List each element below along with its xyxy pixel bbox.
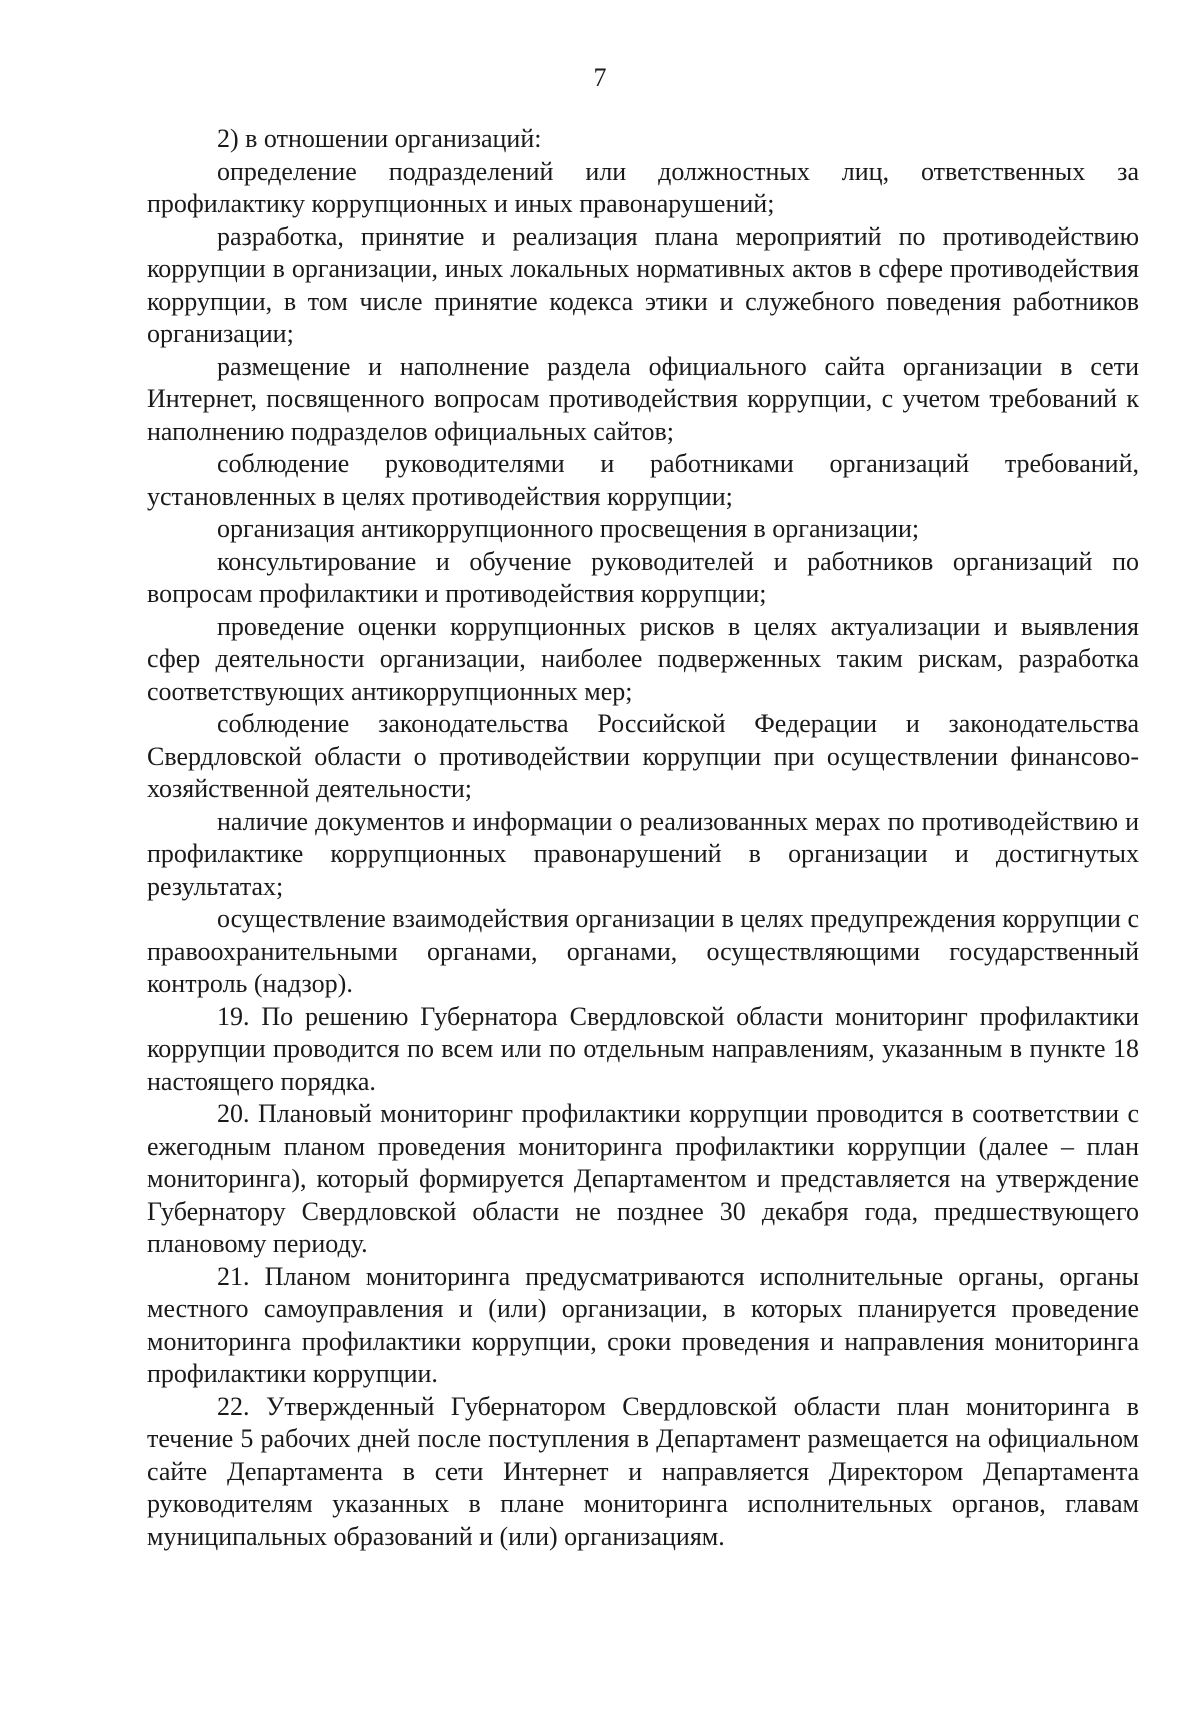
paragraph-item-21: 21. Планом мониторинга предусматриваются исполнительные органы, органы местного самоуправления и (или) организации, в которых планируется проведение мониторинга профилактики коррупции, сроки проведения и направления мониторинга профилактики коррупции. (147, 1261, 1139, 1388)
paragraph-action-plan: разработка, принятие и реализация плана мероприятий по противодействию коррупции в организации, иных локальных нормативных актов в сфере противодействия коррупции, в том числе принятие кодекса этики и служебного поведения работников организации; (147, 221, 1139, 348)
paragraph-website-section: размещение и наполнение раздела официального сайта организации в сети Интернет, посвященного вопросам противодействия коррупции, с учетом требований к наполнению подразделов официальных сайтов; (147, 351, 1139, 446)
paragraph-consulting-training: консультирование и обучение руководителей и работников организаций по вопросам профилактики и противодействия коррупции; (147, 546, 1139, 608)
paragraph-documents-information: наличие документов и информации о реализованных мерах по противодействию и профилактике коррупционных правонарушений в организации и достигнутых результатах; (147, 806, 1139, 901)
paragraph-anticorruption-education: организация антикоррупционного просвещения в организации; (217, 514, 920, 543)
paragraph-law-enforcement-interaction: осуществление взаимодействия организации в целях предупреждения коррупции с правоохранительными органами, органами, осуществляющими государственный контроль (надзор). (147, 904, 1139, 998)
paragraph-legislation-compliance: соблюдение законодательства Российской Федерации и законодательства Свердловской области о противодействии коррупции при осуществлении финансово-хозяйственной деятельности; (147, 709, 1139, 803)
paragraph-item-22: 22. Утвержденный Губернатором Свердловской области план мониторинга в течение 5 рабочих дней после поступления в Департамент размещается на официальном сайте Департамента в сети Интернет и направляется Директором Департамента руководителям указанных в плане мониторинга исполнительных органов, главам муниципальных образований и (или) организациям. (147, 1391, 1139, 1551)
paragraph-item-20: 20. Плановый мониторинг профилактики коррупции проводится в соответствии с ежегодным планом проведения мониторинга профилактики коррупции (далее – план мониторинга), который формируется Департаментом и представляется на утверждение Губернатору Свердловской области не позднее 30 декабря года, предшествующего плановому периоду. (147, 1099, 1139, 1258)
paragraph-organizations-heading: 2) в отношении организаций: (217, 124, 542, 153)
paragraph-responsible-units: определение подразделений или должностных лиц, ответственных за профилактику коррупционных и иных правонарушений; (147, 156, 1139, 218)
paragraph-risk-assessment: проведение оценки коррупционных рисков в целях актуализации и выявления сфер деятельности организации, наиболее подверженных таким рискам, разработка соответствующих антикоррупционных мер; (147, 611, 1139, 706)
paragraph-compliance-requirements: соблюдение руководителями и работниками организаций требований, установленных в целях противодействия коррупции; (147, 449, 1139, 511)
paragraph-item-19: 19. По решению Губернатора Свердловской области мониторинг профилактики коррупции проводится по всем или по отдельным направлениям, указанным в пункте 18 настоящего порядка. (147, 1001, 1139, 1096)
page-number: 7 (593, 63, 607, 92)
document-body (147, 123, 1139, 1553)
